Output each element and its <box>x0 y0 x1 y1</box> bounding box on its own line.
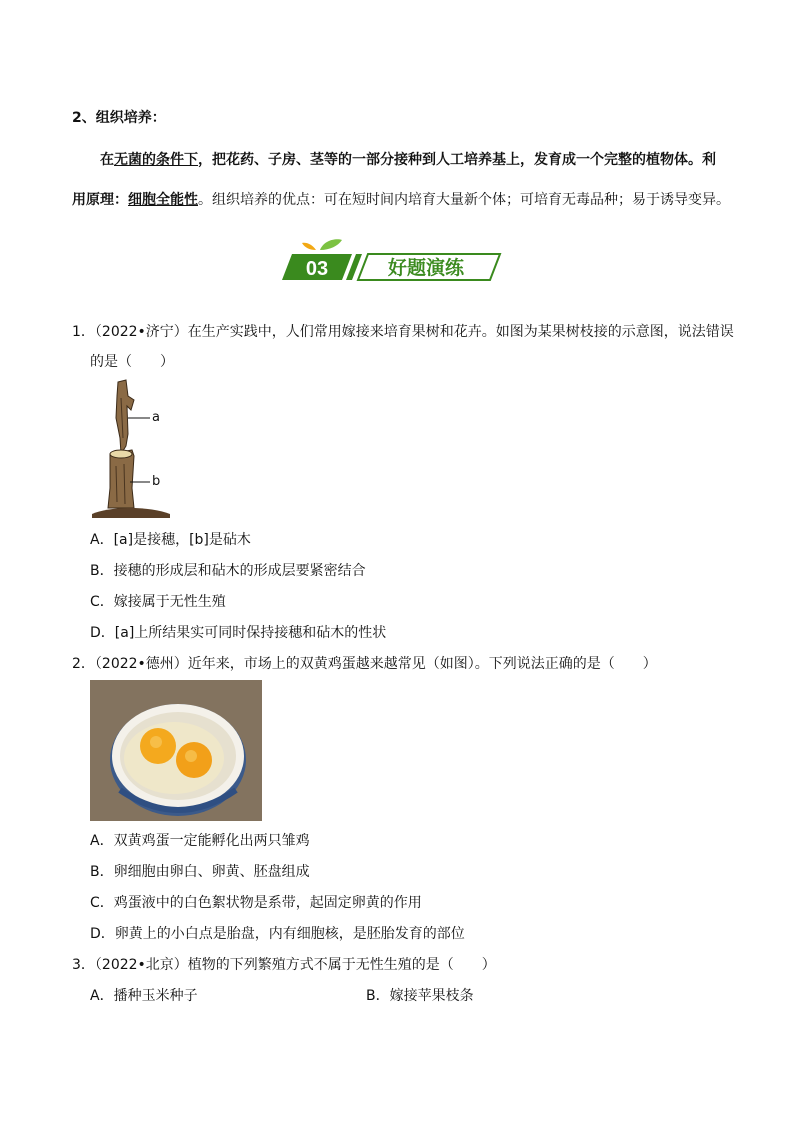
para1-rest: ，把花药、子房、茎等的一部分接种到人工培养基上，发育成一个完整的植物体。利 <box>198 152 716 168</box>
para1-prefix: 在 <box>100 152 114 168</box>
q1-option-a: A．[a]是接穗，[b]是砧木 <box>90 532 251 548</box>
q1-option-b: B．接穗的形成层和砧木的形成层要紧密结合 <box>90 563 366 579</box>
para2-rest: 。组织培养的优点：可在短时间内培育大量新个体；可培育无毒品种；易于诱导变异。 <box>198 192 730 208</box>
question-2-line-1: 2．（2022•德州）近年来，市场上的双黄鸡蛋越来越常见（如图）。下列说法正确的是（ ） <box>72 656 657 672</box>
paragraph-line-2 <box>72 190 730 210</box>
leaf-orange-icon <box>302 243 316 250</box>
section-banner <box>280 236 502 284</box>
q3-option-b: B．嫁接苹果枝条 <box>366 988 474 1004</box>
q2-option-c: C．鸡蛋液中的白色絮状物是系带，起固定卵黄的作用 <box>90 895 422 911</box>
label-a: a <box>152 410 160 425</box>
para2-keyword: 细胞全能性 <box>128 192 198 208</box>
banner-title: 好题演练 <box>387 257 465 279</box>
banner-graphic <box>280 236 502 284</box>
section-heading: 2、组织培养： <box>72 110 166 126</box>
q1-option-c: C．嫁接属于无性生殖 <box>90 594 226 610</box>
paragraph-line-1 <box>100 150 716 170</box>
question-1-line-1: 1．（2022•济宁）在生产实践中，人们常用嫁接来培育果树和花卉。如图为某果树枝接的示意图，说法错误 <box>72 324 734 340</box>
para1-keyword: 无菌的条件下 <box>114 152 198 168</box>
egg-photo <box>90 680 262 821</box>
label-b: b <box>152 474 161 489</box>
q2-option-a: A．双黄鸡蛋一定能孵化出两只雏鸡 <box>90 833 310 849</box>
banner-number: 03 <box>305 258 329 280</box>
question-3-line-1: 3．（2022•北京）植物的下列繁殖方式不属于无性生殖的是（ ） <box>72 957 496 973</box>
leaf-icon <box>320 239 342 250</box>
grafting-diagram <box>90 378 180 523</box>
para2-prefix: 用原理： <box>72 192 128 208</box>
q2-option-d: D．卵黄上的小白点是胎盘，内有细胞核，是胚胎发育的部位 <box>90 926 465 942</box>
q2-option-b: B．卵细胞由卵白、卵黄、胚盘组成 <box>90 864 310 880</box>
egg-photo-svg <box>90 680 262 821</box>
grafting-svg <box>90 378 180 523</box>
q3-option-a: A．播种玉米种子 <box>90 988 198 1004</box>
q1-option-d: D．[a]上所结果实可同时保持接穗和砧木的性状 <box>90 625 387 641</box>
question-1-line-2: 的是（ ） <box>90 354 174 370</box>
